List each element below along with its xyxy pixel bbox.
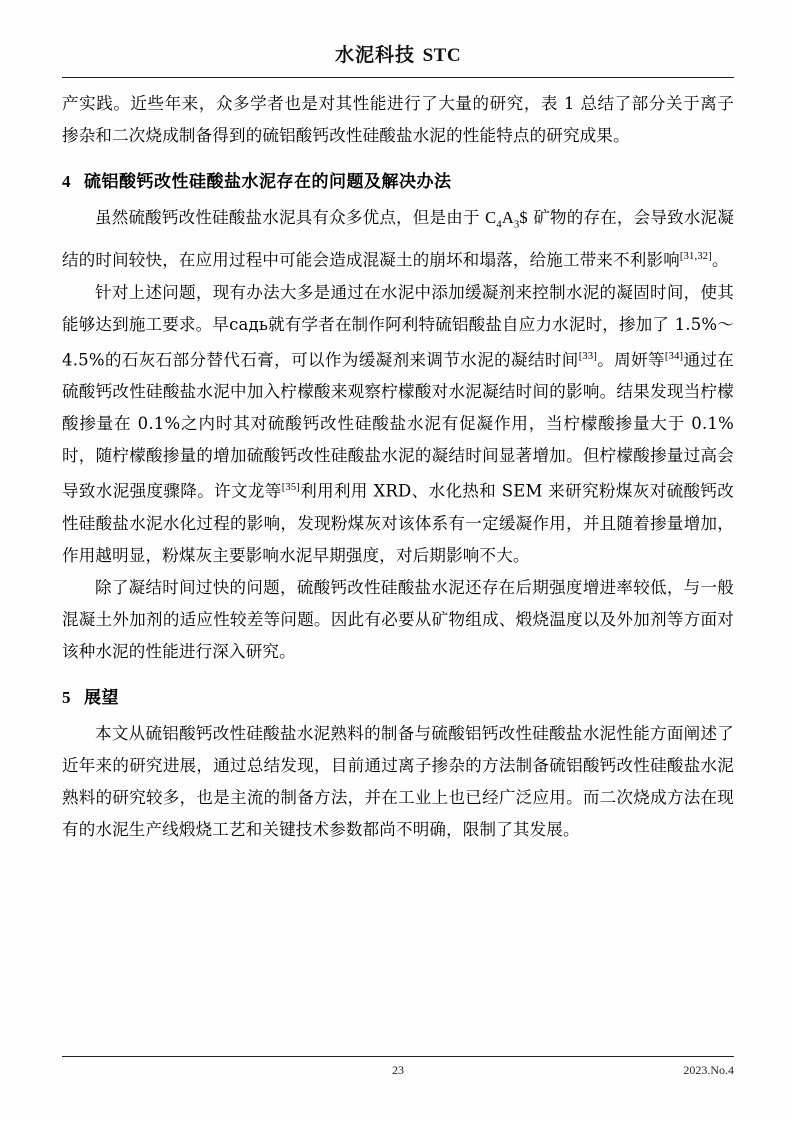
section5-paragraph-1: 本文从硫铝酸钙改性硅酸盐水泥熟料的制备与硫酸铝钙改性硅酸盐水泥性能方面阐述了近年来的研究进展，通过总结发现，目前通过离子掺杂的方法制备硫铝酸钙改性硅酸盐水泥熟料的研究较多，也是主流的制备方法，并在工业上也已经广泛应用。而二次烧成方法在现有的水泥生产线煅烧工艺和关键技术参数都尚不明确，限制了其发展。: [62, 723, 734, 839]
section-number-4: 4: [62, 172, 71, 191]
journal-title-abbr: STC: [422, 45, 462, 66]
journal-title-cn: 水泥科技: [334, 44, 415, 66]
s4p2-text-b: 。周妍等: [597, 350, 665, 370]
formula-s: $: [519, 208, 528, 227]
footer-row: [62, 1063, 734, 1081]
s4p1-text-b: 矿物的存在，会导致水泥凝结的时间较快，在应用过程中可能会造成混凝土的崩坏和塌落，给施工带来不利影响: [62, 208, 734, 270]
formula-a: A: [501, 208, 514, 227]
section-title-4: 硫铝酸钙改性硅酸盐水泥存在的问题及解决办法: [84, 172, 452, 192]
page-number: 23: [392, 1063, 404, 1077]
s4p1-text-a: 虽然硫酸钙改性硅酸盐水泥具有众多优点，但是由于: [95, 208, 486, 227]
page-footer: [62, 1056, 734, 1081]
citation-35: [35]: [281, 482, 300, 494]
issue-label: 2023.No.4: [683, 1063, 734, 1077]
formula-c-sub: 4: [496, 219, 502, 231]
running-header: [62, 40, 734, 77]
citation-33: [33]: [578, 350, 598, 362]
section-heading-5: [62, 682, 734, 714]
section4-paragraph-3: 除了凝结时间过快的问题，硫酸钙改性硅酸盐水泥还存在后期强度增进率较低，与一般混凝土外加剂的适应性较差等问题。因此有必要从矿物组成、煅烧温度以及外加剂等方面对该种水泥的性能进行深入研究。: [62, 577, 734, 661]
s4p2-text-a: 针对上述问题，现有办法大多是通过在水泥中添加缓凝剂来控制水泥的凝固时间，使其能够达到施工要求。早садь就有学者在制作阿利特硫铝酸盐自应力水泥时，掺加了 1.5%～4.5%的石灰石部分替代石膏，可以作为缓凝剂来调节水泥的凝结时间: [62, 282, 734, 370]
page-content: [62, 40, 734, 846]
formula-c: C: [485, 208, 497, 227]
section-number-5: 5: [62, 687, 71, 707]
s4p2-text-d: 利用利用 XRD、水化热和 SEM 来研究粉煤灰对硫酸钙改性硅酸盐水泥水化过程的影响，发现粉煤灰对该体系有一定缓凝作用，并且随着掺量增加，作用越明显，粉煤灰主要影响水泥早期强度，对后期影响不大。: [62, 481, 734, 565]
citation-31-32: [31,32]: [679, 251, 712, 263]
header-rule: [62, 77, 734, 78]
section4-paragraph-2: [62, 277, 734, 572]
formula-a-sub: 3: [513, 219, 520, 231]
section4-paragraph-1: [62, 202, 734, 277]
section-title-5: 展望: [84, 687, 119, 708]
section-heading-4: [62, 166, 734, 198]
paragraph-continued: 产实践。近些年来，众多学者也是对其性能进行了大量的研究，表 1 总结了部分关于离子掺杂和二次烧成制备得到的硫铝酸钙改性硅酸盐水泥的性能特点的研究成果。: [62, 94, 734, 145]
footer-rule: [62, 1056, 734, 1057]
s4p1-text-c: 。: [711, 250, 729, 270]
s4p2-text-c: 通过在硫酸钙改性硅酸盐水泥中加入柠檬酸来观察柠檬酸对水泥凝结时间的影响。结果发现当柠檬酸掺量在 0.1%之内时其对硫酸钙改性硅酸盐水泥有促凝作用，当柠檬酸掺量大于 0.1%时，随柠檬酸掺量的增加硫酸钙改性硅酸盐水泥的凝结时间显著增加。但柠檬酸掺量过高会导致水泥强度骤降。许文龙等: [62, 350, 734, 501]
citation-34: [34]: [664, 350, 684, 362]
